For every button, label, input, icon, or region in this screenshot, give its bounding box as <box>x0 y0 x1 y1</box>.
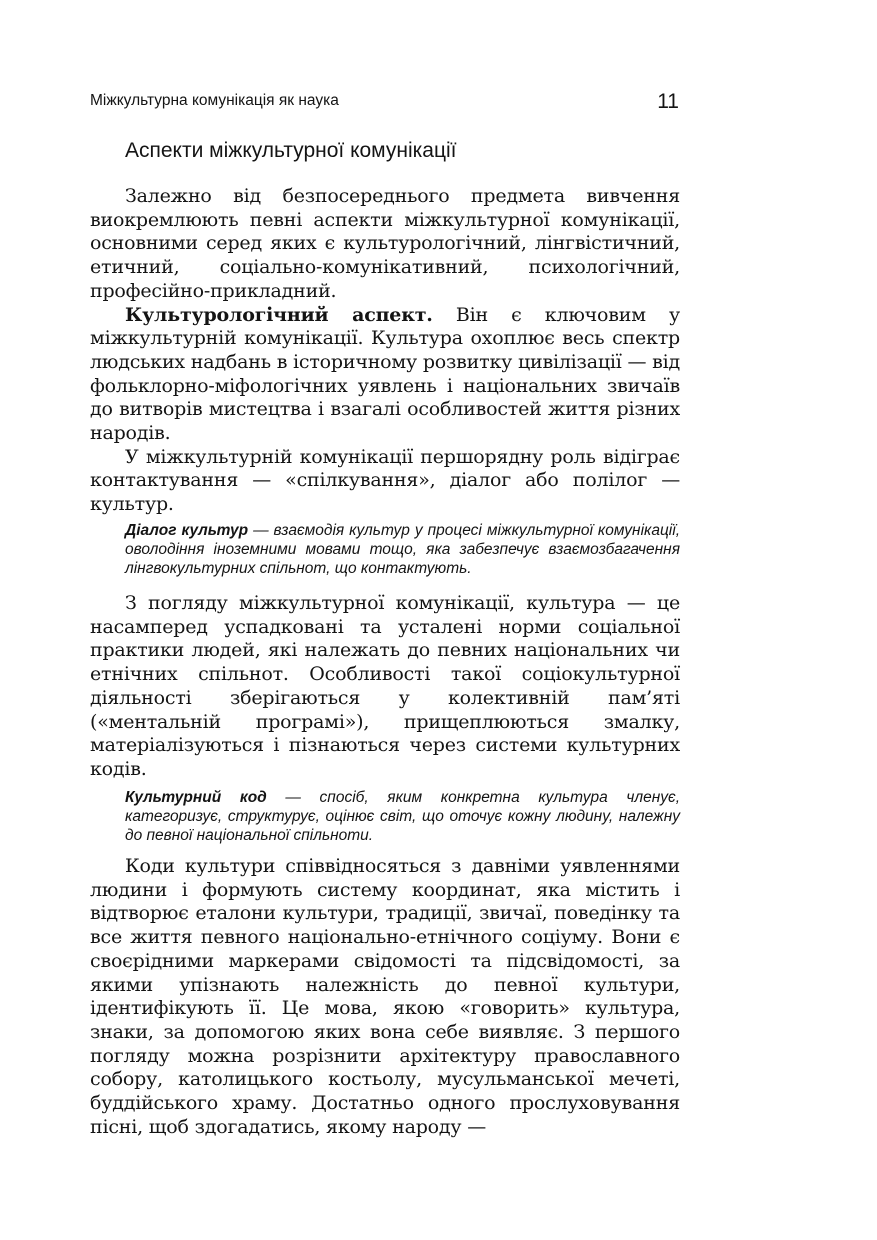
definition-text: — взаємодія культур у процесі міжкультурної комунікації, оволодіння іноземними мовами тощо, яка забезпечує взаємозбагачення лінгвокультурних спільнот, що контактують. <box>125 522 681 577</box>
body-text-block-2 <box>90 592 680 782</box>
definition-term: Діалог культур <box>125 522 249 539</box>
paragraph-contact: У міжкультурній комунікації першорядну роль відіграє контактування — «спілкування», діалог або полілог — культур. <box>90 445 680 516</box>
definition-term: Культурний код <box>125 789 267 806</box>
paragraph-culturological-aspect <box>90 304 680 446</box>
page-number: 11 <box>657 90 679 113</box>
term-culturological-aspect: Культурологічний аспект. <box>125 303 433 326</box>
paragraph-culturological-text: Він є ключовим у міжкультурній комунікації. Культура охоплює весь спектр людських надбань в історичному розвитку цивілізації — від фольклорно-міфологічних уявлень і національних звичаїв до витворів мистецтва і взагалі особливостей життя різних народів. <box>90 303 680 445</box>
section-heading: Аспекти міжкультурної комунікації <box>125 139 457 162</box>
running-title: Міжкультурна комунікація як наука <box>90 92 339 109</box>
paragraph-aspects-intro: Залежно від безпосереднього предмета вивчення виокремлюють певні аспекти міжкультурної комунікації, основними серед яких є культурологічний, лінгвістичний, етичний, соціально-комунікативний, психологічний, професійно-прикладний. <box>90 185 680 302</box>
body-text-block-3 <box>90 855 680 1139</box>
paragraph-culture-norms: З погляду міжкультурної комунікації, культура — це насамперед успадковані та усталені норми соціальної практики людей, які належать до певних національних чи етнічних спільнот. Особливості такої соціокультурної діяльності зберігаються у колективній пам’яті («ментальній програмі»), прищеплюються змалку, матеріалізуються і пізнаються через системи культурних кодів. <box>90 592 680 780</box>
definition-dialogue-of-cultures <box>125 521 680 578</box>
running-header <box>90 92 682 116</box>
definition-text: — спосіб, яким конкретна культура членує, категоризує, структурує, оцінює світ, що оточує кожну людину, належну до певної національної спільноти. <box>125 789 681 844</box>
paragraph-culture-codes: Коди культури співвідносяться з давніми уявленнями людини і формують систему координат, яка містить і відтворює еталони культури, традиції, звичаї, поведінку та все життя певного національно-етнічного соціуму. Вони є своєрідними маркерами свідомості та підсвідомості, за якими упізнають належність до певної культури, ідентифікують її. Це мова, якою «говорить» культура, знаки, за допомогою яких вона себе виявляє. З першого погляду можна розрізнити архітектуру православного собору, католицького костьолу, мусульманської мечеті, буддійського храму. Достатньо одного прослуховування пісні, щоб здогадатись, якому народу — <box>90 855 680 1138</box>
body-text-block-1 <box>90 185 680 517</box>
definition-cultural-code <box>125 788 680 845</box>
